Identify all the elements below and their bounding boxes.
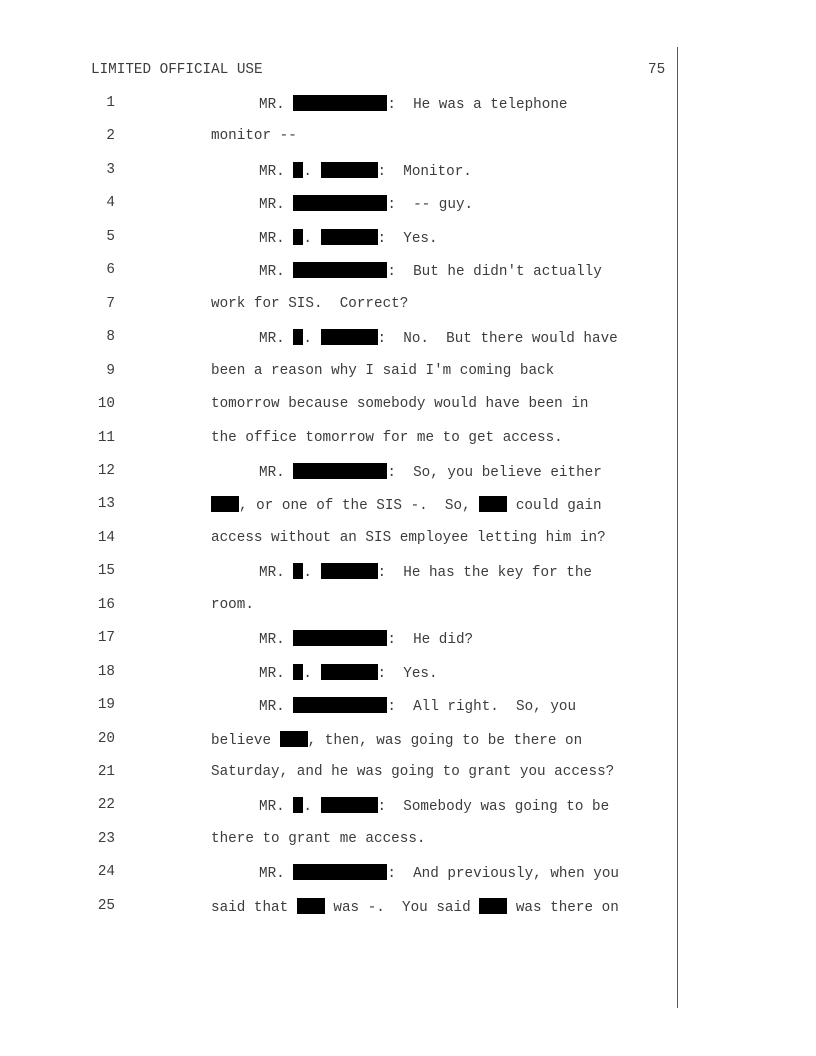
- line-number: 1: [106, 95, 115, 111]
- line-text-segment: room.: [211, 596, 254, 613]
- line-text-segment: the office tomorrow for me to get access.: [211, 429, 563, 446]
- line-text-segment: : Yes.: [377, 665, 438, 682]
- line-text-segment: : No. But there would have: [377, 331, 618, 348]
- line-text-segment: MR.: [259, 197, 294, 214]
- redaction-block: [293, 195, 387, 211]
- redaction-block: [293, 262, 387, 278]
- line-text-segment: : -- guy.: [387, 197, 474, 214]
- transcript-line: [259, 630, 473, 648]
- line-text-segment: MR.: [259, 632, 294, 649]
- line-number: 4: [106, 195, 115, 212]
- transcript-line: [211, 831, 426, 847]
- page-number: 75: [648, 62, 666, 78]
- line-text-segment: been a reason why I said I'm coming back: [211, 362, 555, 379]
- line-number: 15: [97, 563, 115, 580]
- redaction-block: [293, 697, 387, 713]
- redaction-block: [293, 664, 303, 680]
- transcript-line: [259, 262, 602, 280]
- transcript-line: [211, 898, 619, 916]
- right-margin-rule: [677, 47, 678, 1008]
- transcript-line: [259, 664, 438, 682]
- line-text-segment: MR.: [259, 866, 294, 883]
- line-number: 21: [97, 764, 115, 780]
- transcript-line: [259, 797, 609, 815]
- transcript-line: [211, 530, 606, 546]
- transcript-line: [211, 128, 297, 144]
- line-text-segment: monitor --: [211, 128, 297, 145]
- line-number: 2: [106, 128, 115, 145]
- line-text-segment: .: [303, 799, 321, 816]
- line-number: 22: [97, 797, 115, 814]
- transcript-line: [211, 731, 582, 749]
- line-text-segment: MR.: [259, 565, 294, 582]
- redaction-block: [297, 898, 325, 914]
- line-text-segment: , then, was going to be there on: [307, 732, 583, 749]
- line-text-segment: Saturday, and he was going to grant you access?: [211, 764, 615, 780]
- line-text-segment: : He has the key for the: [377, 565, 592, 582]
- transcript-line: [259, 162, 472, 180]
- transcript-line: [259, 563, 592, 581]
- line-text-segment: : Somebody was going to be: [377, 799, 610, 816]
- line-number: 9: [106, 362, 115, 379]
- line-text-segment: MR.: [259, 464, 294, 481]
- redaction-block: [293, 797, 303, 813]
- redaction-block: [293, 329, 303, 345]
- transcript-line: [211, 363, 554, 379]
- line-number: 3: [106, 161, 115, 178]
- classification-header: LIMITED OFFICIAL USE: [91, 62, 263, 78]
- line-number: 16: [97, 596, 115, 613]
- transcript-line: [211, 396, 589, 412]
- line-number: 12: [97, 462, 115, 479]
- line-text-segment: : And previously, when you: [387, 866, 619, 883]
- line-text-segment: : He did?: [387, 632, 474, 649]
- transcript-line: [259, 463, 602, 481]
- line-number: 14: [97, 529, 115, 546]
- line-text-segment: : All right. So, you: [387, 699, 577, 716]
- line-text-segment: was there on: [507, 899, 619, 916]
- redaction-block: [321, 563, 378, 579]
- line-text-segment: was -. You said: [324, 899, 480, 916]
- line-number: 20: [97, 730, 115, 747]
- line-text-segment: MR.: [259, 665, 294, 682]
- line-number: 6: [106, 262, 115, 279]
- line-number: 10: [97, 396, 115, 413]
- line-number: 23: [97, 830, 115, 847]
- line-number: 5: [106, 228, 115, 245]
- line-text-segment: work for SIS. Correct?: [211, 295, 409, 312]
- line-text-segment: .: [303, 331, 321, 348]
- redaction-block: [321, 229, 378, 245]
- line-text-segment: , or one of the SIS -. So,: [239, 498, 480, 515]
- line-text-segment: : Yes.: [377, 230, 438, 247]
- line-number: 19: [97, 697, 115, 714]
- line-text-segment: MR.: [259, 163, 294, 180]
- line-text-segment: tomorrow because somebody would have been in: [211, 396, 589, 413]
- redaction-block: [293, 162, 303, 178]
- line-text-segment: .: [303, 230, 321, 247]
- redaction-block: [321, 329, 378, 345]
- transcript-line: [211, 496, 602, 514]
- transcript-line: [211, 597, 254, 613]
- line-number: 11: [97, 429, 115, 446]
- line-text-segment: : So, you believe either: [387, 464, 602, 481]
- line-text-segment: MR.: [259, 97, 294, 113]
- redaction-block: [321, 162, 378, 178]
- line-text-segment: .: [303, 565, 321, 582]
- redaction-block: [293, 95, 387, 111]
- line-text-segment: : Monitor.: [377, 163, 472, 180]
- line-text-segment: : He was a telephone: [387, 97, 568, 113]
- line-text-segment: there to grant me access.: [211, 830, 426, 847]
- redaction-block: [293, 563, 303, 579]
- line-text-segment: could gain: [507, 498, 602, 515]
- line-number: 7: [106, 295, 115, 312]
- line-text-segment: MR.: [259, 264, 294, 281]
- line-text-segment: MR.: [259, 331, 294, 348]
- redaction-block: [280, 731, 308, 747]
- redaction-block: [321, 797, 378, 813]
- line-number: 13: [97, 496, 115, 513]
- transcript-line: [259, 697, 576, 715]
- line-text-segment: said that: [211, 899, 297, 916]
- line-number: 17: [97, 630, 115, 647]
- line-text-segment: .: [303, 665, 321, 682]
- line-number: 24: [97, 864, 115, 881]
- redaction-block: [293, 229, 303, 245]
- transcript-line: [259, 864, 619, 882]
- redaction-block: [293, 864, 387, 880]
- transcript-line: [259, 229, 438, 247]
- line-text-segment: MR.: [259, 699, 294, 716]
- transcript-line: [259, 329, 618, 347]
- line-text-segment: : But he didn't actually: [387, 264, 602, 281]
- transcript-line: [259, 95, 568, 113]
- transcript-line: [211, 430, 563, 446]
- line-text-segment: access without an SIS employee letting him in?: [211, 529, 606, 546]
- line-number: 18: [97, 663, 115, 680]
- redaction-block: [293, 463, 387, 479]
- redaction-block: [321, 664, 378, 680]
- transcript-line: [211, 764, 614, 780]
- redaction-block: [479, 496, 507, 512]
- redaction-block: [479, 898, 507, 914]
- transcript-line: [211, 296, 408, 312]
- line-number: 8: [106, 329, 115, 346]
- redaction-block: [211, 496, 239, 512]
- line-text-segment: MR.: [259, 230, 294, 247]
- line-text-segment: .: [303, 163, 321, 180]
- transcript-line: [259, 195, 473, 213]
- line-text-segment: MR.: [259, 799, 294, 816]
- redaction-block: [293, 630, 387, 646]
- line-text-segment: believe: [211, 732, 280, 749]
- line-number: 25: [97, 897, 115, 914]
